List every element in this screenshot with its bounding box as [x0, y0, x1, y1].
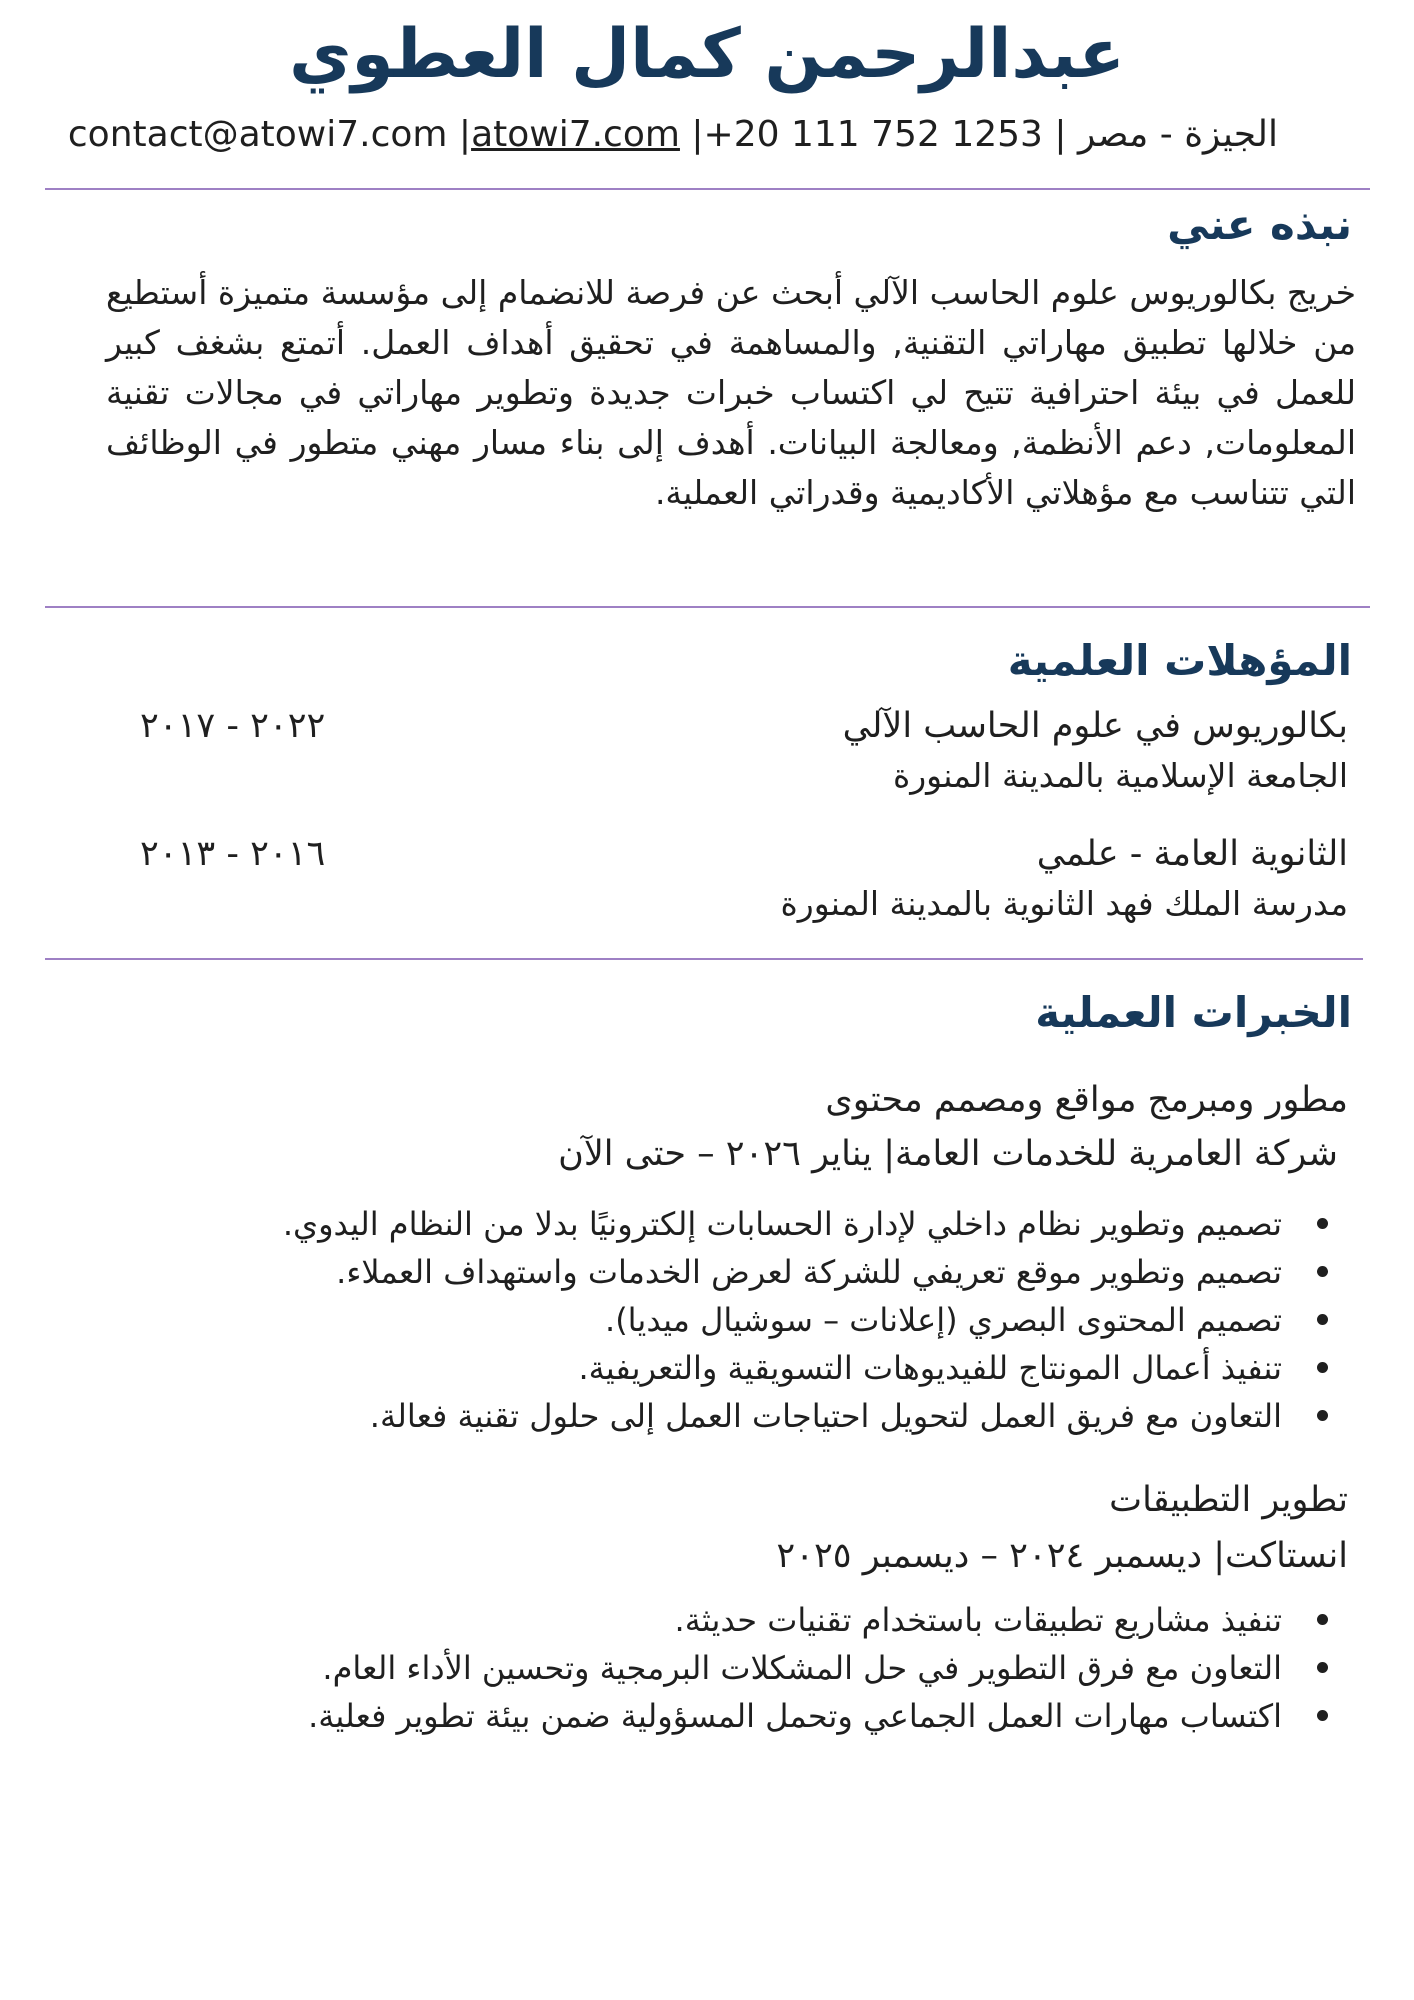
job-company-dates: شركة العامرية للخدمات العامة| يناير ٢٠٢٦ – حتى الآن [558, 1134, 1338, 1174]
candidate-name: عبدالرحمن كمال العطوي [289, 15, 1125, 94]
job-title: مطور ومبرمج مواقع ومصمم محتوى [825, 1080, 1348, 1120]
list-item: تنفيذ أعمال المونتاج للفيديوهات التسويقية والتعريفية. [118, 1344, 1348, 1392]
education-years: ٢٠٢٢ - ٢٠١٧ [140, 706, 326, 746]
list-item: اكتساب مهارات العمل الجماعي وتحمل المسؤولية ضمن بيئة تطوير فعلية. [118, 1692, 1348, 1740]
contact-line [67, 112, 1278, 159]
job-duties-list [118, 1596, 1348, 1740]
degree-name: الثانوية العامة - علمي [1036, 834, 1348, 874]
education-entry [140, 702, 1348, 802]
experience-title: الخبرات العملية [1035, 988, 1352, 1037]
list-item: التعاون مع فرق التطوير في حل المشكلات البرمجية وتحسين الأداء العام. [118, 1644, 1348, 1692]
divider [45, 958, 1363, 960]
education-entry [140, 830, 1348, 930]
education-years: ٢٠١٦ - ٢٠١٣ [140, 834, 326, 874]
list-item: تنفيذ مشاريع تطبيقات باستخدام تقنيات حديثة. [118, 1596, 1348, 1644]
degree-name: بكالوريوس في علوم الحاسب الآلي [842, 706, 1348, 746]
contact-details: الجيزة - مصر | 1253 752 111 20+| contact@atowi7.com | [67, 114, 1278, 155]
job-title: تطوير التطبيقات [1109, 1480, 1348, 1520]
job-company-dates: انستاكت| ديسمبر ٢٠٢٤ – ديسمبر ٢٠٢٥ [776, 1536, 1348, 1576]
list-item: التعاون مع فريق العمل لتحويل احتياجات العمل إلى حلول تقنية فعالة. [118, 1392, 1348, 1440]
school-name: الجامعة الإسلامية بالمدينة المنورة [892, 756, 1348, 795]
website-link[interactable]: atowi7.com [471, 114, 680, 155]
education-title: المؤهلات العلمية [1007, 636, 1352, 685]
list-item: تصميم وتطوير موقع تعريفي للشركة لعرض الخدمات واستهداف العملاء. [118, 1248, 1348, 1296]
job-duties-list [118, 1200, 1348, 1440]
divider [45, 606, 1370, 608]
divider [45, 188, 1370, 190]
about-text: خريج بكالوريوس علوم الحاسب الآلي أبحث عن فرصة للانضمام إلى مؤسسة متميزة أستطيع من خلالها تطبيق مهاراتي التقنية, والمساهمة في تحقيق أهداف العمل. أتمتع بشغف كبير للعمل في بيئة احترافية تتيح لي اكتساب خبرات جديدة وتطوير مهاراتي في مجالات تقنية المعلومات, دعم الأنظمة, ومعالجة البيانات. أهدف إلى بناء مسار مهني متطور في الوظائف التي تتناسب مع مؤهلاتي الأكاديمية وقدراتي العملية. [106, 273, 1356, 512]
list-item: تصميم وتطوير نظام داخلي لإدارة الحسابات إلكترونيًا بدلا من النظام اليدوي. [118, 1200, 1348, 1248]
school-name: مدرسة الملك فهد الثانوية بالمدينة المنورة [780, 884, 1348, 923]
list-item: تصميم المحتوى البصري (إعلانات – سوشيال ميديا). [118, 1296, 1348, 1344]
about-title: نبذه عني [1167, 200, 1352, 249]
